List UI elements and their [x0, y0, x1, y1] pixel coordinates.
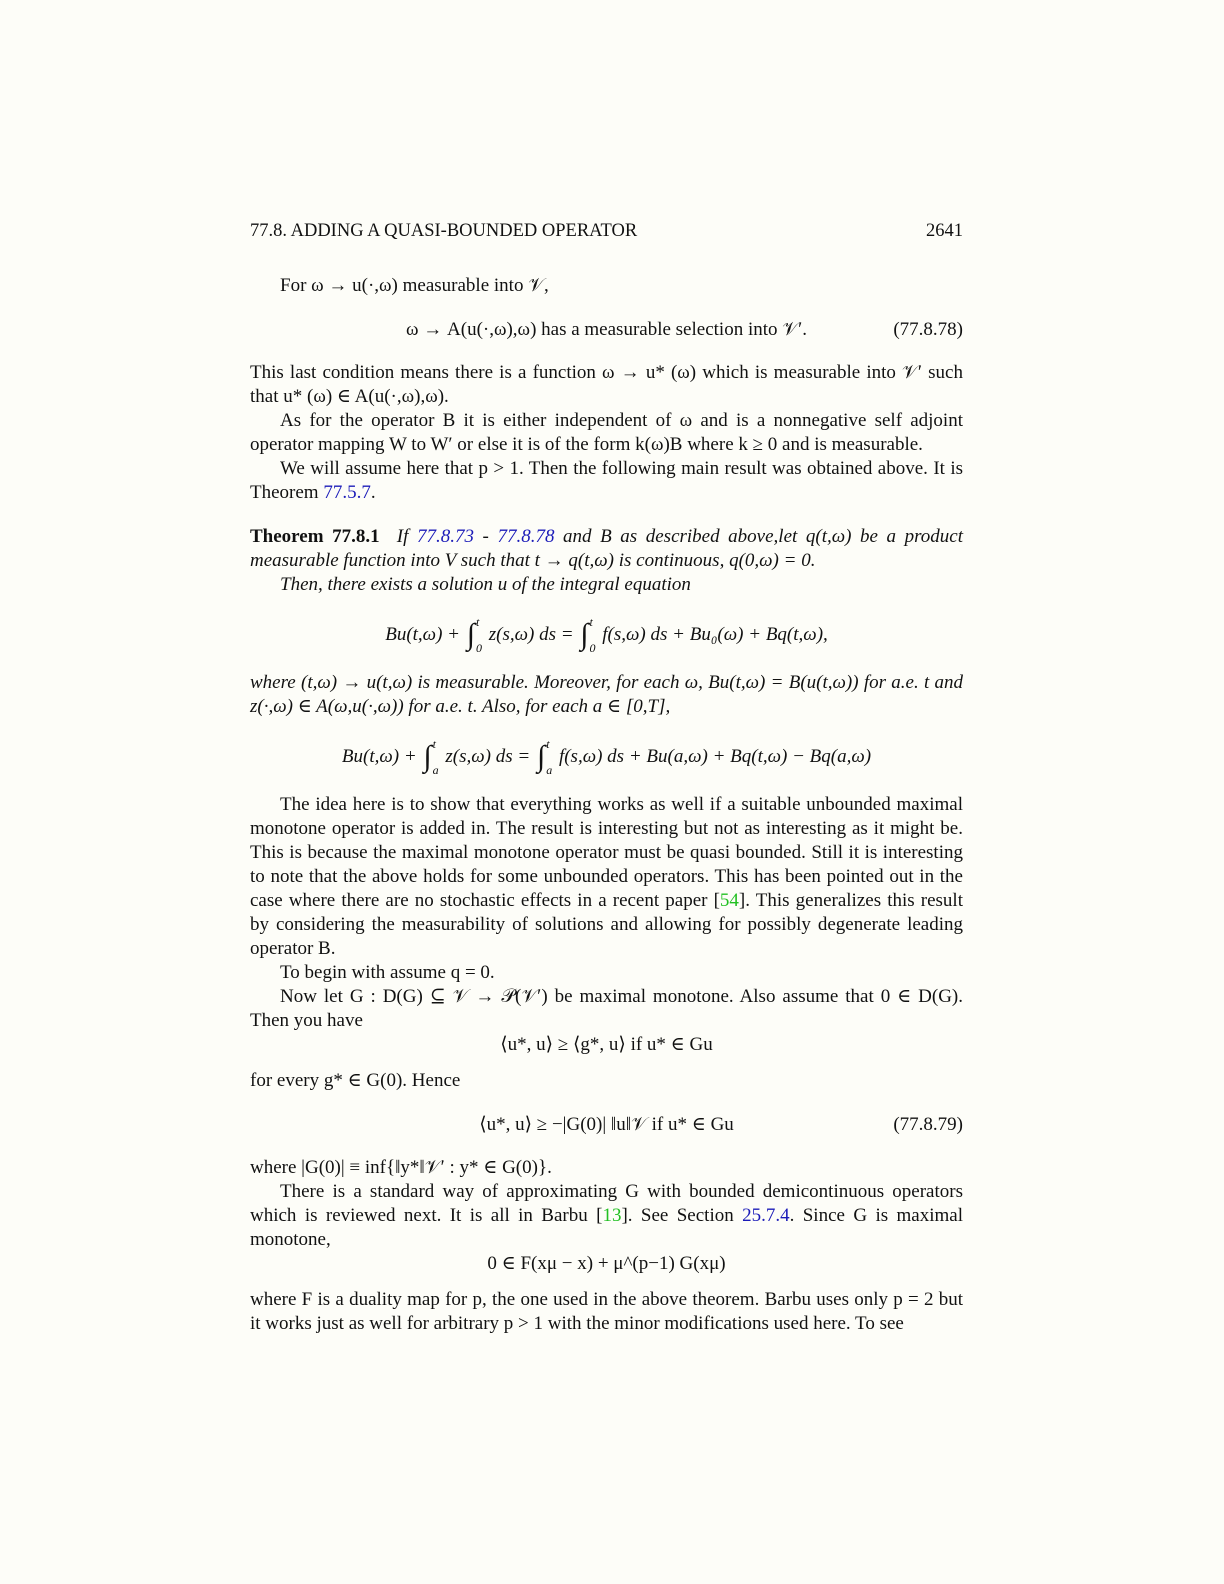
running-header	[250, 218, 963, 244]
equation-part: z(s,ω) ds =	[483, 624, 579, 645]
page-number: 2641	[926, 221, 963, 241]
integral	[423, 737, 438, 777]
lower-limit: 0	[589, 641, 596, 655]
upper-limit: t	[546, 737, 550, 751]
paragraph: Then, there exists a solution u of the integral equation	[280, 574, 691, 595]
upper-limit: t	[475, 615, 480, 629]
equation-body: ω → A(u(·,ω),ω) has a measurable selection into 𝒱′.	[406, 319, 807, 340]
equation-body: 0 ∈ F(xμ − x) + μ^(p−1) G(xμ)	[487, 1253, 726, 1274]
equation-part: f(s,ω) ds + Bu(a,ω) + Bq(t,ω) − Bq(a,ω)	[554, 746, 872, 767]
page	[250, 218, 963, 1336]
theorem-link[interactable]: 77.5.7	[323, 482, 371, 503]
text: .	[370, 482, 376, 503]
paragraph: To begin with assume q = 0.	[280, 962, 495, 983]
paragraph: For ω → u(·,ω) measurable into 𝒱,	[280, 275, 549, 296]
integral-sign: ∫	[423, 740, 432, 773]
equation-number: (77.8.79)	[893, 1114, 963, 1135]
paragraph: where F is a duality map for p, the one used in the above theorem. Barbu uses only p = 2 but it works just as well for arbitrary p > 1 with the minor modifications used here. To see	[250, 1289, 963, 1334]
text: and B as described above,let q(t,ω) be a product measurable function into V such that t → q(t,ω) is continuous, q(0,ω) = 0.	[250, 526, 964, 571]
integral-limits	[433, 737, 439, 777]
upper-limit: t	[432, 737, 436, 751]
integral-sign: ∫	[466, 618, 475, 651]
equation-part: Bu(t,ω) +	[341, 746, 422, 767]
equation-body: ⟨u*, u⟩ ≥ ⟨g*, u⟩ if u* ∈ Gu	[500, 1034, 713, 1055]
paragraph	[250, 793, 963, 961]
citation-link[interactable]: 54	[719, 890, 739, 911]
text: We will assume here that p > 1. Then the following main result was obtained above. It is Theorem	[250, 458, 963, 503]
equation-77-8-78	[250, 318, 963, 342]
integral	[537, 737, 552, 777]
paragraph	[250, 457, 963, 505]
text: . Since G is maximal monotone,	[250, 1205, 963, 1250]
equation-part: Bu(t,ω) +	[385, 624, 465, 645]
theorem-statement	[250, 525, 963, 573]
text: There is a standard way of approximating G with bounded demicontinuous operators which is reviewed next. It is all in Barbu [	[250, 1181, 963, 1226]
paragraph: where (t,ω) → u(t,ω) is measurable. Moreover, for each ω, Bu(t,ω) = B(u(t,ω)) for a.e. t and z(·,ω) ∈ A(ω,u(·,ω)) for a.e. t. Also, for each a ∈ [0,T],	[250, 672, 963, 717]
section-link[interactable]: 25.7.4	[742, 1205, 790, 1226]
section-title: 77.8. ADDING A QUASI-BOUNDED OPERATOR	[250, 221, 638, 241]
text: ]. See Section	[621, 1205, 743, 1226]
integral-limits	[476, 615, 482, 655]
integral-sign: ∫	[536, 740, 546, 773]
equation-number: (77.8.78)	[893, 319, 963, 340]
equation-part: z(s,ω) ds =	[440, 746, 535, 767]
paragraph: As for the operator B it is either independent of ω and is a nonnegative self adjoint operator mapping W to W′ or else it is of the form k(ω)B where k ≥ 0 and is measurable.	[250, 410, 963, 455]
upper-limit: t	[589, 615, 593, 629]
lower-limit: a	[432, 763, 439, 777]
monotone-inequality	[250, 1033, 963, 1057]
equation-77-8-79	[250, 1113, 963, 1137]
paragraph: This last condition means there is a function ω → u* (ω) which is measurable into 𝒱′ such that u* (ω) ∈ A(u(·,ω),ω).	[250, 362, 963, 407]
integral-limits	[590, 615, 596, 655]
lower-limit: 0	[475, 641, 482, 655]
text: The idea here is to show that everything works as well if a suitable unbounded maximal monotone operator is added in. The result is interesting but not as interesting as it might be. This is because the maximal monotone operator must be quasi bounded. Still it is interesting to note that the above holds for some unbounded operators. This has been pointed out in the case where there are no stochastic effects in a recent paper [	[250, 794, 963, 911]
text: ]. This generalizes this result by considering the measurability of solutions and allowing for possibly degenerate leading operator B.	[250, 890, 963, 959]
equation-link[interactable]: 77.8.73	[416, 526, 474, 547]
paragraph: Now let G : D(G) ⊆ 𝒱 → 𝒫(𝒱′) be maximal monotone. Also assume that 0 ∈ D(G). Then you have	[250, 986, 963, 1031]
paragraph	[250, 1180, 963, 1252]
integral-equation-2	[250, 727, 963, 787]
equation-part: f(s,ω) ds + Bu₀(ω) + Bq(t,ω),	[597, 624, 828, 645]
theorem-label: Theorem 77.8.1	[250, 526, 380, 547]
duality-inclusion	[250, 1252, 963, 1276]
citation-link[interactable]: 13	[602, 1205, 622, 1226]
lower-limit: a	[546, 763, 553, 777]
paragraph: for every g* ∈ G(0). Hence	[250, 1070, 461, 1091]
integral-equation-1	[250, 605, 963, 665]
equation-body: ⟨u*, u⟩ ≥ −|G(0)| ‖u‖𝒱 if u* ∈ Gu	[479, 1114, 734, 1135]
equation-link[interactable]: 77.8.78	[497, 526, 555, 547]
paragraph: where |G(0)| ≡ inf{‖y*‖𝒱′ : y* ∈ G(0)}.	[250, 1157, 552, 1178]
integral-limits	[546, 737, 552, 777]
integral	[467, 615, 482, 655]
text: If	[396, 526, 417, 547]
integral	[580, 615, 595, 655]
text: -	[473, 526, 498, 547]
integral-sign: ∫	[580, 618, 589, 651]
